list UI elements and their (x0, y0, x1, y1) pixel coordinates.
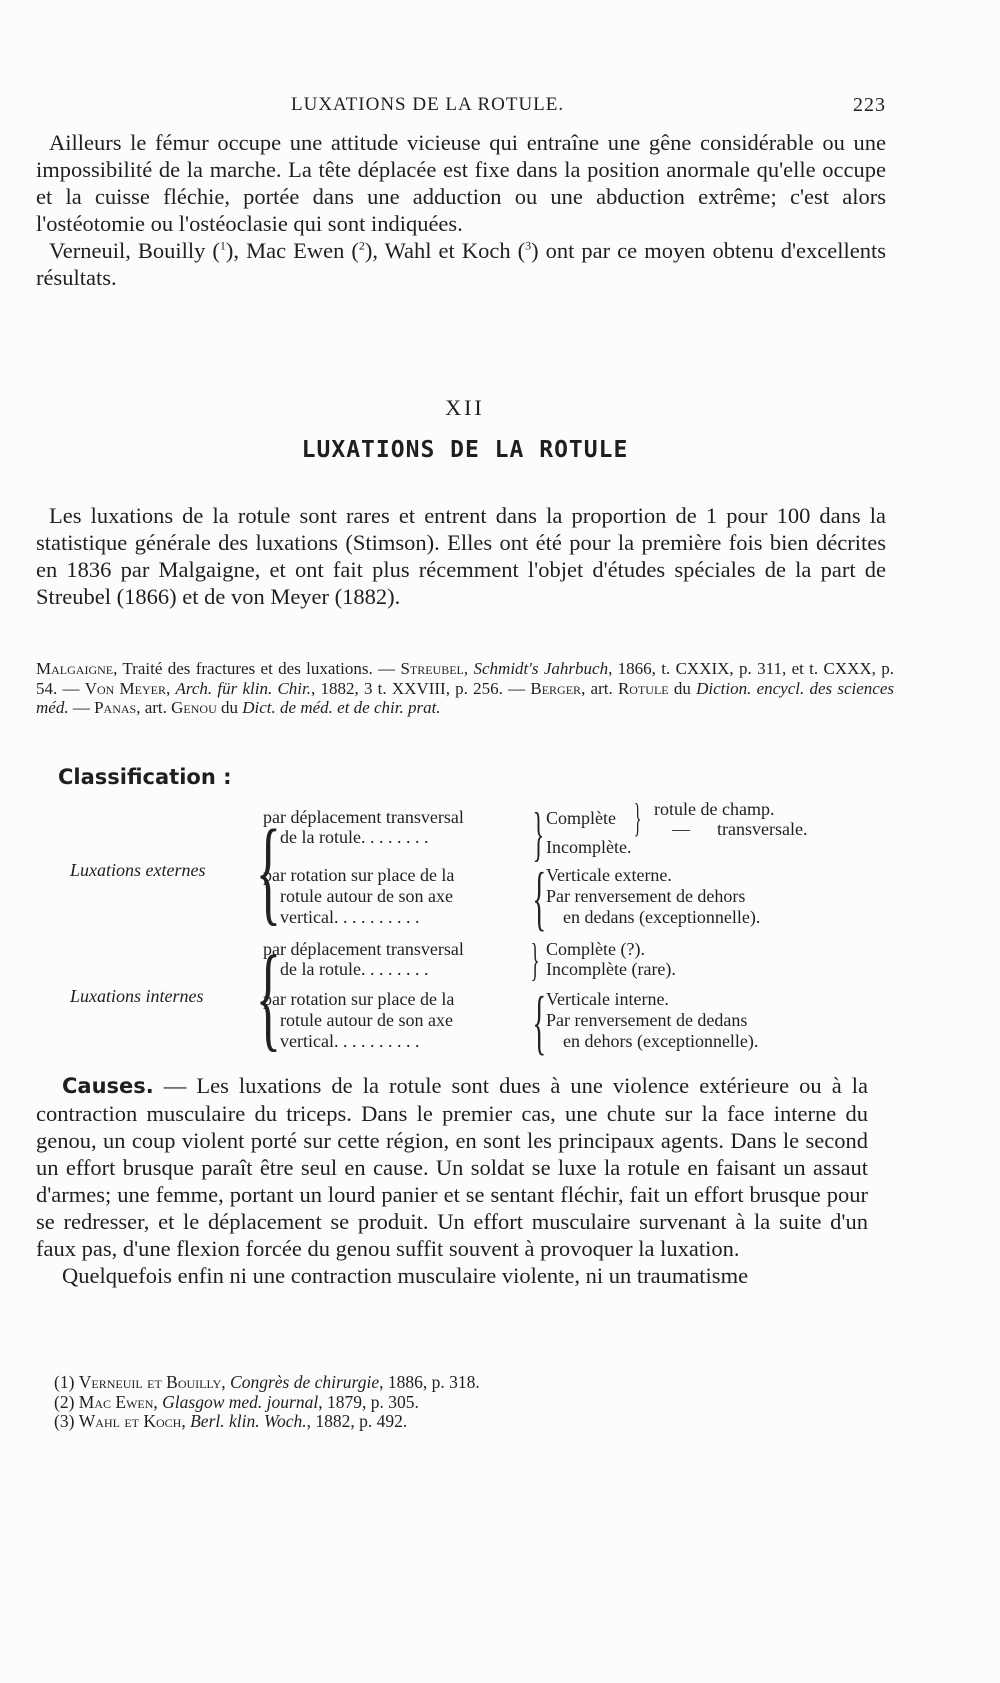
intro-text (36, 129, 886, 291)
footnote-3: (3) Wahl et Koch, Berl. klin. Woch., 1882, p. 492. (54, 1411, 408, 1431)
bibliography: Malgaigne, Traité des fractures et des luxations. — Streubel, Schmidt's Jahrbuch, 1866, t. CXXIX, p. 311, et t. CXXX, p. 54. — Von Meyer, Arch. für klin. Chir., 1882, 3 t. XXVIII, p. 256. — Berger, art. Rotule du Diction. encycl. des sciences méd. — Panas, art. Genou du Dict. de méd. et de chir. prat. (36, 659, 895, 717)
chapter-number: XII (445, 395, 485, 420)
label-internes: Luxations internes (70, 986, 204, 1006)
note-ref-1: 1 (219, 238, 226, 253)
causes-heading: Causes. (62, 1074, 154, 1098)
chapter-text (36, 502, 886, 610)
page: LUXATIONS DE LA ROTULE. 223 Ailleurs le fémur occupe une attitude vicieuse qui entraîne une gêne considérable ou une impossibilité de la marche. La tête déplacée est fixe dans la position anormale qu'elle occupe et la cuisse fléchie, portée dans une adduction ou une abduction extrême; c'est alors l'ostéotomie ou l'ostéoclasie qui sont indiquées. Verneuil, Bouilly ($^1$), Mac Ewen ($^2$), Wahl et Koch ($^3$) ont par ce moyen obtenu d'excellents résultats. XII LUXATIONS DE LA ROTULE Les luxations de la rotule sont rares et entrent dans la proportion de 1 pour 100 dans la statistique générale des luxations (Stimson). Elles ont été pour la première fois bien décrites en 1836 par Malgaigne, et ont fait plus récemment l'objet d'études spéciales de la part de Streubel (1866) et de von Meyer (1882). Malgaigne, Traité des fractures et des luxations. — Streubel, Schmidt's Jahrbuch, 1866, t. CXXIX, p. 311, et t. CXXX, p. 54. — Von Meyer, Arch. für klin. Chir., 1882, 3 t. XXVIII, p. 256. — Berger, art. Rotule du Diction. encycl. des sciences méd. — Panas, art. Genou du Dict. de méd. et de chir. prat. Classification : Luxations externes { par déplacement transversal de la rotule. . . . . . . . } Complète } rotule de champ. — transversale. Incomplète. par rotation sur place de la rotule autour de son axe vertical. . . . . . . . . . { Verticale externe. Par renversement de dehors en dedans (exceptionnelle). Luxations internes { par déplacement transversal de la rotule. . . . . . . . } Complète (?). Incomplète (rare). par rotation sur place de la rotule autour de son axe vertical. . . . . . . . . . { Verticale interne. Par renversement de dedans en dehors (exceptionnelle). Causes. — Les luxations de la rotule sont dues à une violence extérieure ou à la contraction musculaire du triceps. Dans le premier cas, une chute sur la face interne du genou, un coup violent porté sur cette région, en sont les principaux agents. Dans le second un effort brusque paraît être seul en cause. Un soldat se luxe la rotule en faisant un assaut d'armes; une femme, portant un lourd panier et se sentant fléchir, fait un effort brusque pour se redresser, et le déplacement se produit. Un effort musculaire survenant à la suite d'un faux pas, d'une flexion forcée du genou suffit souvent à provoquer la luxation. Quelquefois enfin ni une contraction musculaire violente, ni un traumatisme (1) Verneuil et Bouilly, Congrès de chirurgie, 1886, p. 318. (2) Mac Ewen, Glasgow med. journal, 1879, p. 305. (3) Wahl et Koch, Berl. klin. Woch., 1882, p. 492. (0, 0, 1000, 1683)
chapter-title: LUXATIONS DE LA ROTULE (301, 437, 629, 463)
intro-paragraph-2: Verneuil, Bouilly ($^1$), Mac Ewen ($^2$), Wahl et Koch ($^3$) ont par ce moyen obtenu d'excellents résultats. (36, 238, 886, 290)
causes-text (36, 1072, 868, 1289)
causes-paragraph-1: Causes. — Les luxations de la rotule sont dues à une violence extérieure ou à la contraction musculaire du triceps. Dans le premier cas, une chute sur la face interne du genou, un coup violent porté sur cette région, en sont les principaux agents. Dans le second un effort brusque paraît être seul en cause. Un soldat se luxe la rotule en faisant un assaut d'armes; une femme, portant un lourd panier et se sentant fléchir, fait un effort brusque pour se redresser, et le déplacement se produit. Un effort musculaire survenant à la suite d'un faux pas, d'une flexion forcée du genou suffit souvent à provoquer la luxation. (36, 1073, 868, 1261)
footnote-2: (2) Mac Ewen, Glasgow med. journal, 1879, p. 305. (54, 1391, 419, 1412)
brace-externes: { (255, 805, 282, 936)
page-number: 223 (853, 94, 886, 116)
chapter-paragraph: Les luxations de la rotule sont rares et entrent dans la proportion de 1 pour 100 dans la statistique générale des luxations (Stimson). Elles ont été pour la première fois bien décrites en 1836 par Malgaigne, et ont fait plus récemment l'objet d'études spéciales de la part de Streubel (1866) et de von Meyer (1882). (36, 503, 886, 609)
brace-internes: { (255, 931, 282, 1062)
footnote-1: (1) Verneuil et Bouilly, Congrès de chirurgie, 1886, p. 318. (54, 1372, 480, 1392)
note-ref-2: 2 (358, 238, 365, 253)
label-externes: Luxations externes (70, 860, 206, 880)
note-ref-3: 3 (525, 238, 532, 253)
running-head-title: LUXATIONS DE LA ROTULE. (291, 94, 565, 115)
causes-paragraph-2: Quelquefois enfin ni une contraction musculaire violente, ni un traumatisme (62, 1263, 749, 1288)
footnotes (54, 1373, 914, 1432)
classification-heading: Classification : (58, 765, 232, 789)
intro-paragraph-1: Ailleurs le fémur occupe une attitude vicieuse qui entraîne une gêne considérable ou une impossibilité de la marche. La tête déplacée est fixe dans la position anormale qu'elle occupe et la cuisse fléchie, portée dans une adduction ou une abduction extrême; c'est alors l'ostéotomie ou l'ostéoclasie qui sont indiquées. (36, 130, 886, 236)
